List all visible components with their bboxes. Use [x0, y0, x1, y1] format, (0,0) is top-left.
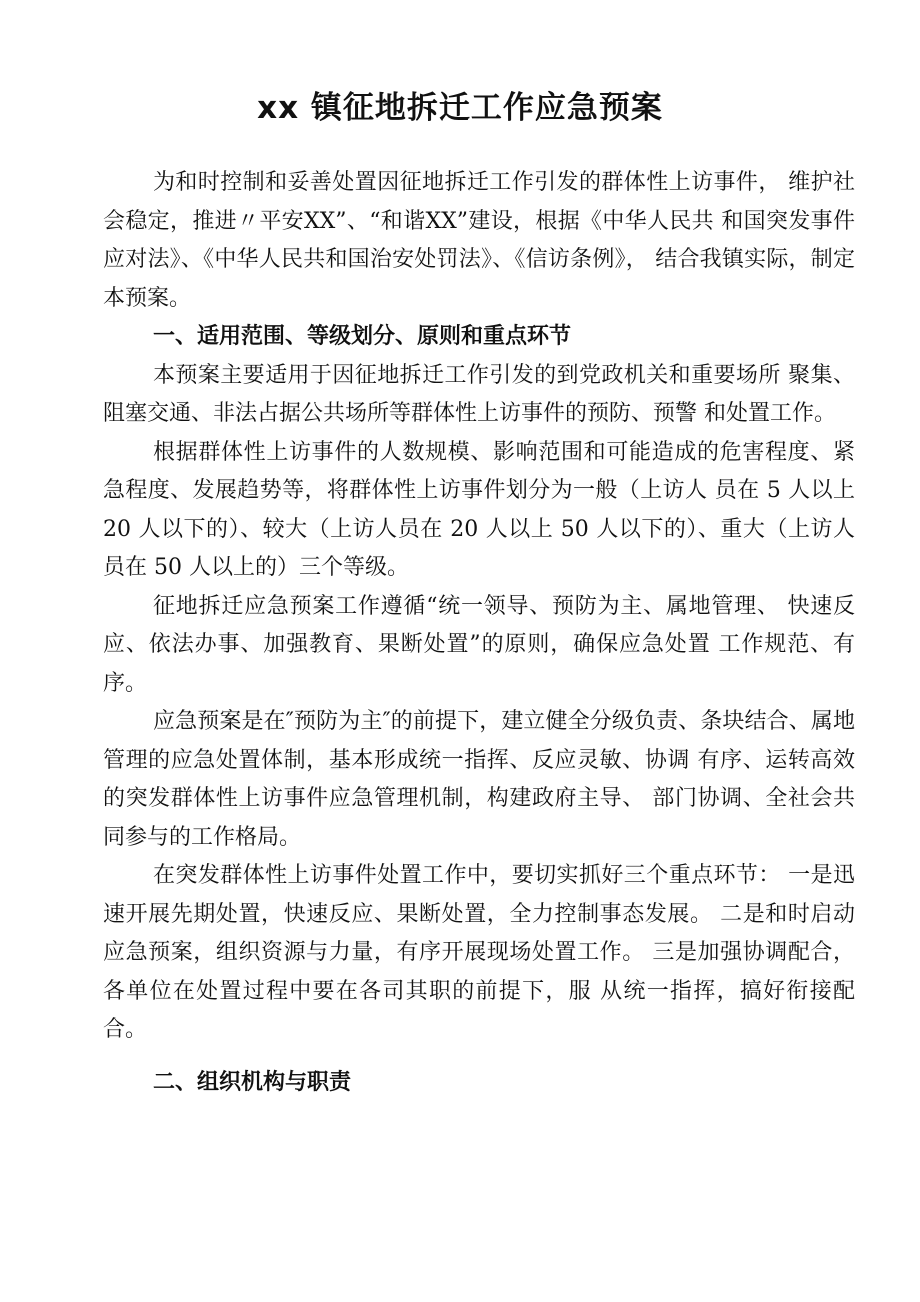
- section-heading-2: 二、组织机构与职责: [153, 1069, 352, 1095]
- principles-paragraph: 征地拆迁应急预案工作遵循“统一领导、预防为主、属地管理、 快速反应、依法办事、加强教育、果断处置”的原则，确保应急处置 工作规范、有序。: [103, 593, 855, 696]
- document-title: xx 镇征地拆迁工作应急预案: [257, 90, 663, 126]
- key-links-paragraph: 在突发群体性上访事件处置工作中，要切实抓好三个重点环节： 一是迅速开展先期处置，快速反应、果断处置，全力控制事态发展。 二是和时启动应急预案，组织资源与力量，有序开展现场处置工作。 三是加强协调配合，各单位在处置过程中要在各司其职的前提下，服 从统一指挥，搞好衔接配合。: [103, 863, 855, 1042]
- grading-paragraph: 根据群体性上访事件的人数规模、影响范围和可能造成的危害程度、紧急程度、发展趋势等，将群体性上访事件划分为一般（上访人 员在 5 人以上 20 人以下的）、较大（上访人员在 20 人以上 50 人以下的）、重大（上访人员在 50 人以上的）三个等级。: [103, 439, 855, 580]
- intro-paragraph: 为和时控制和妥善处置因征地拆迁工作引发的群体性上访事件， 维护社会稳定，推进〃平安XX”、“和谐XX”建设，根据《中华人民共 和国突发事件应对法》、《中华人民共和国治安处罚法》、《信访条例》， 结合我镇实际，制定本预案。: [103, 170, 855, 311]
- section-heading-1: 一、适用范围、等级划分、原则和重点环节: [153, 324, 572, 349]
- scope-paragraph: 本预案主要适用于因征地拆迁工作引发的到党政机关和重要场所 聚集、阻塞交通、非法占据公共场所等群体性上访事件的预防、预警 和处置工作。: [103, 362, 855, 426]
- document-body: [103, 164, 855, 1102]
- mechanism-paragraph: 应急预案是在″预防为主″的前提下，建立健全分级负责、条块结合、属地管理的应急处置体制，基本形成统一指挥、反应灵敏、协调 有序、运转高效的突发群体性上访事件应急管理机制，构建政府主导、 部门协调、全社会共同参与的工作格局。: [103, 709, 855, 850]
